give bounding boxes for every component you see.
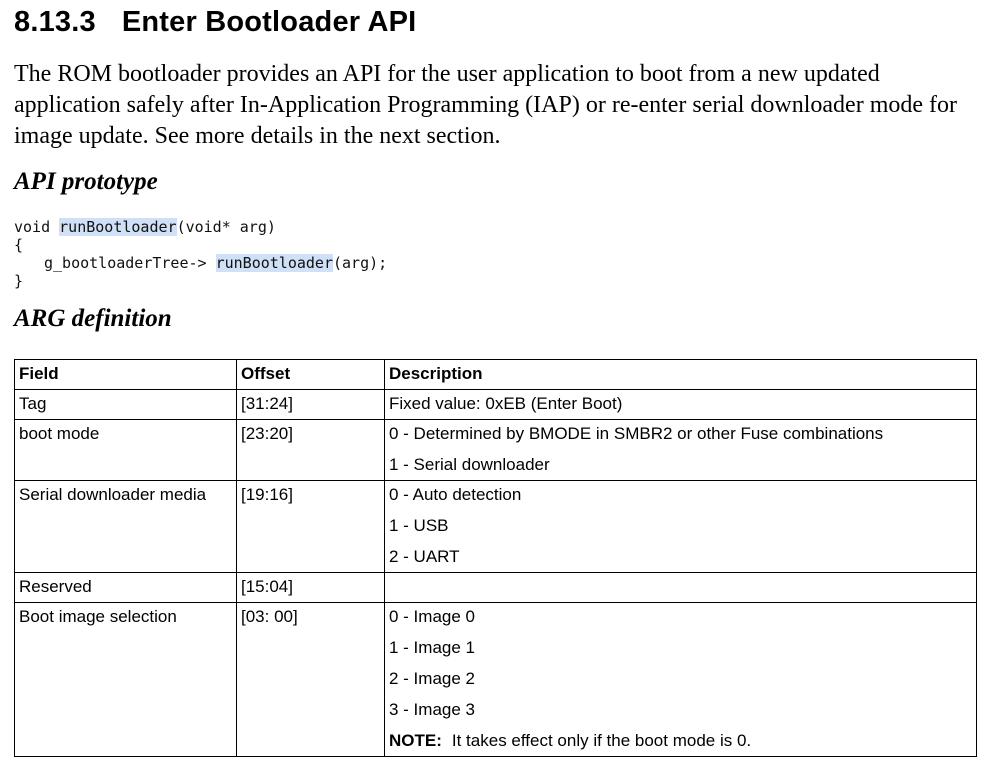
- field-cell: boot mode: [15, 420, 237, 481]
- header-description: Description: [385, 360, 977, 390]
- field-cell: Serial downloader media: [15, 481, 237, 573]
- code-block: [14, 218, 387, 290]
- description-cell: [385, 390, 977, 420]
- code-token: (arg);: [333, 254, 388, 272]
- section-number: 8.13.3: [14, 6, 96, 38]
- note-text: It takes effect only if the boot mode is 0.: [451, 731, 752, 750]
- table-row: [15, 420, 977, 481]
- description-line: Fixed value: 0xEB (Enter Boot): [389, 394, 623, 413]
- field-cell: Boot image selection: [15, 603, 237, 757]
- description-cell: [385, 420, 977, 481]
- description-line: 1 - USB: [389, 516, 449, 535]
- offset-cell: [31:24]: [237, 390, 385, 420]
- note-line: [389, 731, 972, 751]
- description-line: 3 - Image 3: [389, 700, 475, 719]
- offset-cell: [15:04]: [237, 573, 385, 603]
- function-name-highlight: runBootloader: [215, 254, 333, 272]
- description-line: 0 - Image 0: [389, 607, 475, 626]
- code-line-3: [14, 254, 387, 272]
- description-line: 0 - Auto detection: [389, 485, 522, 504]
- offset-cell: [03: 00]: [237, 603, 385, 757]
- section-title: [14, 6, 416, 39]
- description-line: 2 - UART: [389, 547, 460, 566]
- offset-cell: [23:20]: [237, 420, 385, 481]
- table-row: [15, 390, 977, 420]
- table-row: [15, 603, 977, 757]
- code-line-1: [14, 218, 387, 236]
- table-row: [15, 573, 977, 603]
- header-field: Field: [15, 360, 237, 390]
- arg-definition-heading: ARG definition: [14, 305, 172, 332]
- description-line: 0 - Determined by BMODE in SMBR2 or other Fuse combinations: [389, 424, 884, 443]
- description-cell: [385, 603, 977, 757]
- code-line-4: }: [14, 272, 24, 290]
- code-token: void: [14, 218, 60, 236]
- offset-cell: [19:16]: [237, 481, 385, 573]
- description-cell: [385, 481, 977, 573]
- header-offset: Offset: [237, 360, 385, 390]
- function-name-highlight: runBootloader: [59, 218, 177, 236]
- code-line-2: {: [14, 236, 24, 254]
- note-label: NOTE:: [389, 731, 442, 750]
- intro-paragraph: The ROM bootloader provides an API for the user application to boot from a new updated application safely after In-Application Programming (IAP) or re-enter serial downloader mode for image update. See more details in the next section.: [14, 61, 957, 149]
- section-title-text: Enter Bootloader API: [121, 6, 417, 38]
- description-line: 2 - Image 2: [389, 669, 475, 688]
- description-cell: [385, 573, 977, 603]
- code-token: g_bootloaderTree->: [44, 254, 216, 272]
- arg-definition-table: [14, 359, 977, 757]
- field-cell: Tag: [15, 390, 237, 420]
- table-row: [15, 481, 977, 573]
- table-header-row: [15, 360, 977, 390]
- description-line: 1 - Image 1: [389, 638, 475, 657]
- code-token: (void* arg): [176, 218, 276, 236]
- description-line: 1 - Serial downloader: [389, 455, 550, 474]
- field-cell: Reserved: [15, 573, 237, 603]
- api-prototype-heading: API prototype: [14, 168, 158, 195]
